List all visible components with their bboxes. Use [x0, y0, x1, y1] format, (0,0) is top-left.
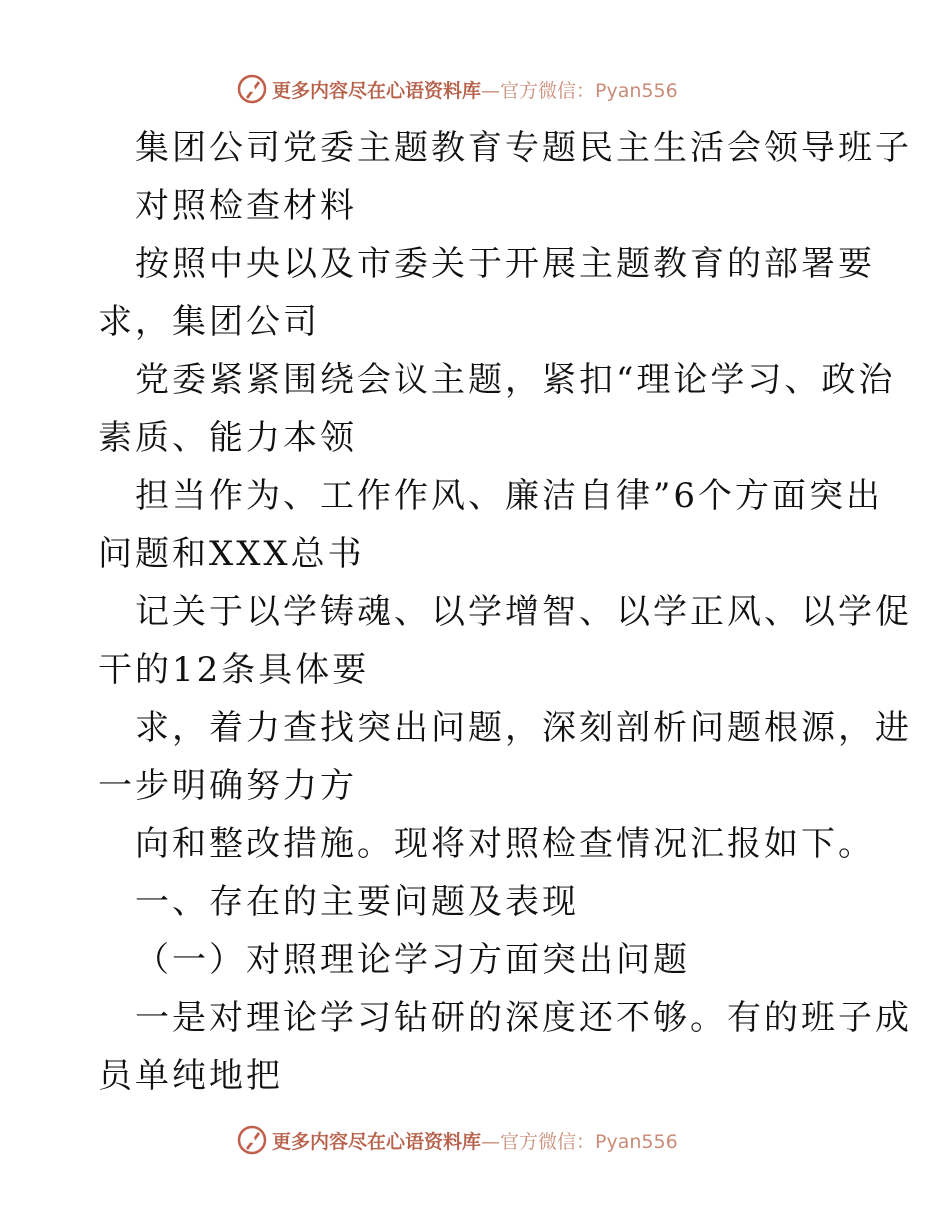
- quill-logo-icon: [236, 73, 268, 105]
- subsection-heading: （一）对照理论学习方面突出问题: [135, 940, 690, 980]
- body-line: 按照中央以及市委关于开展主题教育的部署要: [135, 244, 875, 284]
- document-title-line-1: 集团公司党委主题教育专题民主生活会领导班子: [135, 128, 912, 168]
- body-line: 员单纯地把: [98, 1056, 283, 1096]
- watermark-contact: —官方微信：Pyan556: [481, 79, 678, 102]
- watermark-contact: —官方微信：Pyan556: [481, 1130, 678, 1153]
- body-line: 向和整改措施。现将对照检查情况汇报如下。: [135, 824, 875, 864]
- body-line: 求，着力查找突出问题，深刻剖析问题根源，进: [135, 708, 912, 748]
- header-watermark: [236, 71, 678, 107]
- body-line: 一步明确努力方: [98, 766, 357, 806]
- body-line: 求，集团公司: [98, 302, 320, 342]
- body-line: 担当作为、工作作风、廉洁自律”6个方面突出: [135, 476, 884, 516]
- document-title-line-2: 对照检查材料: [135, 186, 357, 226]
- section-heading: 一、存在的主要问题及表现: [135, 882, 579, 922]
- body-line: 一是对理论学习钻研的深度还不够。有的班子成: [135, 998, 912, 1038]
- body-line: 党委紧紧围绕会议主题，紧扣“理论学习、政治: [135, 360, 896, 400]
- body-line: 问题和XXX总书: [98, 534, 365, 574]
- body-line: 干的12条具体要: [98, 650, 370, 690]
- body-line: 记关于以学铸魂、以学增智、以学正风、以学促: [135, 592, 912, 632]
- watermark-brand: 更多内容尽在心语资料库: [272, 1130, 482, 1153]
- footer-watermark: [236, 1122, 678, 1158]
- body-line: 素质、能力本领: [98, 418, 357, 458]
- watermark-brand: 更多内容尽在心语资料库: [272, 79, 482, 102]
- quill-logo-icon: [236, 1124, 268, 1156]
